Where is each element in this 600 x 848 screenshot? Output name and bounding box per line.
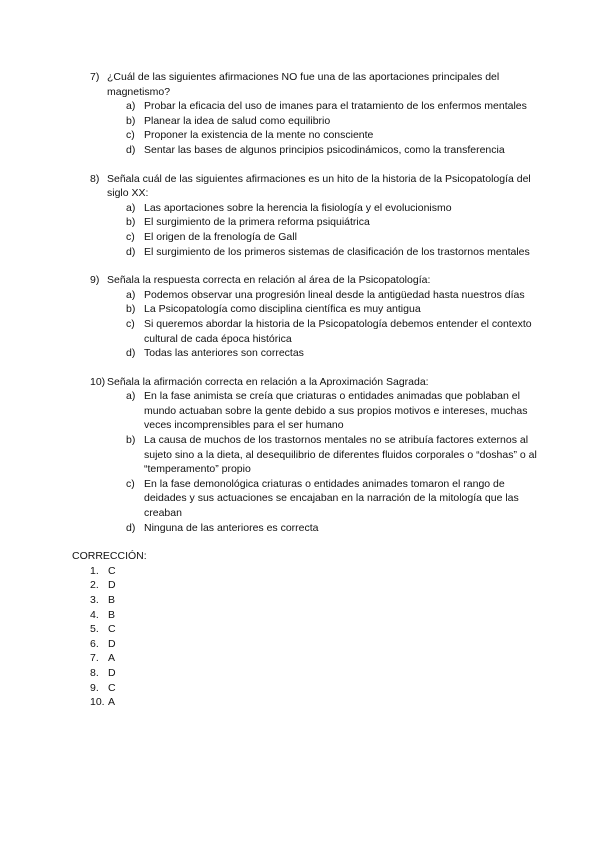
option-a — [0, 201, 600, 216]
options-list — [0, 389, 600, 535]
answer-item — [0, 695, 600, 710]
question-number: 8) — [90, 172, 100, 185]
answer-list — [0, 564, 600, 710]
answer-item — [0, 593, 600, 608]
question-7 — [0, 70, 600, 158]
option-text: Sentar las bases de algunos principios psicodinámicos, como la transferencia — [144, 143, 505, 156]
option-text: Podemos observar una progresión lineal desde la antigüedad hasta nuestros días — [144, 288, 525, 301]
answer-item — [0, 637, 600, 652]
answer-number: 7. — [90, 652, 99, 665]
question-number: 9) — [90, 274, 100, 287]
option-a — [0, 99, 600, 114]
option-c — [0, 477, 600, 521]
answer-value: D — [108, 579, 116, 592]
options-list — [0, 288, 600, 361]
option-letter: a) — [126, 201, 136, 214]
question-text: Señala la afirmación correcta en relación a la Aproximación Sagrada: — [107, 375, 429, 388]
options-list — [0, 99, 600, 157]
answer-item — [0, 608, 600, 623]
answer-number: 9. — [90, 681, 99, 694]
option-letter: b) — [126, 434, 136, 447]
answer-number: 4. — [90, 608, 99, 621]
correction-title: CORRECCIÓN: — [72, 550, 147, 563]
option-text: Todas las anteriores son correctas — [144, 347, 304, 360]
option-letter: a) — [126, 100, 136, 113]
option-text: El surgimiento de los primeros sistemas de clasificación de los trastornos mentales — [144, 245, 530, 258]
option-text: En la fase demonológica criaturas o entidades animades tomaron el rango de deidades y sus actuaciones se encajaban en la narración de la mitología que las creaban — [144, 477, 519, 520]
option-b — [0, 114, 600, 129]
answer-number: 2. — [90, 579, 99, 592]
option-letter: c) — [126, 129, 135, 142]
option-c — [0, 230, 600, 245]
option-text: Probar la eficacia del uso de imanes para el tratamiento de los enfermos mentales — [144, 100, 527, 113]
answer-number: 1. — [90, 564, 99, 577]
option-text: El origen de la frenología de Gall — [144, 230, 297, 243]
option-text: Si queremos abordar la historia de la Psicopatología debemos entender el contexto cultural de cada época histórica — [144, 317, 532, 345]
answer-item — [0, 681, 600, 696]
answer-value: C — [108, 681, 116, 694]
question-stem — [0, 70, 600, 99]
question-8 — [0, 172, 600, 260]
option-d — [0, 245, 600, 260]
answer-value: D — [108, 666, 116, 679]
answer-item — [0, 564, 600, 579]
option-letter: d) — [126, 347, 136, 360]
option-c — [0, 128, 600, 143]
option-d — [0, 346, 600, 361]
option-b — [0, 215, 600, 230]
option-d — [0, 143, 600, 158]
option-d — [0, 521, 600, 536]
answer-value: D — [108, 637, 116, 650]
option-letter: a) — [126, 390, 136, 403]
question-9 — [0, 273, 600, 361]
question-text: Señala la respuesta correcta en relación al área de la Psicopatología: — [107, 274, 431, 287]
option-letter: c) — [126, 317, 135, 330]
question-stem — [0, 273, 600, 288]
option-letter: d) — [126, 521, 136, 534]
option-letter: b) — [126, 303, 136, 316]
option-letter: d) — [126, 143, 136, 156]
answer-value: A — [108, 696, 116, 709]
question-stem — [0, 172, 600, 201]
correction-section — [0, 549, 600, 710]
question-text: ¿Cuál de las siguientes afirmaciones NO fue una de las aportaciones principales del magnetismo? — [107, 71, 500, 98]
answer-number: 8. — [90, 666, 99, 679]
answer-value: C — [108, 623, 116, 636]
question-10 — [0, 375, 600, 536]
question-number: 10) — [90, 375, 106, 388]
document-page — [0, 70, 600, 710]
option-text: En la fase animista se creía que criaturas o entidades animadas que poblaban el mundo actuaban sobre la gente debido a sus propios motivos e intereses, muchas veces incomprensibles para el ser humano — [144, 390, 528, 432]
question-text: Señala cuál de las siguientes afirmaciones es un hito de la historia de la Psicopatología del siglo XX: — [107, 172, 531, 200]
option-text: Las aportaciones sobre la herencia la fisiología y el evolucionismo — [144, 201, 452, 214]
answer-item — [0, 666, 600, 681]
option-b — [0, 302, 600, 317]
option-text: La Psicopatología como disciplina científica es muy antigua — [144, 303, 421, 316]
answer-number: 5. — [90, 623, 99, 636]
option-letter: c) — [126, 230, 135, 243]
option-b — [0, 433, 600, 477]
options-list — [0, 201, 600, 259]
option-letter: a) — [126, 288, 136, 301]
answer-number: 3. — [90, 594, 99, 606]
option-text: Proponer la existencia de la mente no consciente — [144, 129, 374, 142]
option-a — [0, 288, 600, 303]
answer-value: C — [108, 564, 116, 577]
answer-number: 6. — [90, 637, 99, 650]
answer-value: B — [108, 608, 116, 621]
answer-item — [0, 651, 600, 666]
question-stem — [0, 375, 600, 390]
answer-value: A — [108, 652, 116, 665]
option-letter: b) — [126, 216, 136, 229]
option-letter: c) — [126, 477, 135, 490]
answer-value: B — [108, 594, 116, 606]
option-c — [0, 317, 600, 346]
answer-item — [0, 622, 600, 637]
option-text: Ninguna de las anteriores es correcta — [144, 521, 319, 534]
option-a — [0, 389, 600, 433]
option-letter: d) — [126, 245, 136, 258]
answer-number: 10. — [90, 696, 105, 709]
answer-item — [0, 578, 600, 593]
option-letter: b) — [126, 114, 136, 127]
option-text: Planear la idea de salud como equilibrio — [144, 114, 331, 127]
question-number: 7) — [90, 71, 100, 83]
option-text: La causa de muchos de los trastornos mentales no se atribuía factores externos al sujeto sino a la dieta, al desequilibrio de diferentes fluidos corporales o “doshas” o al “temperamento” propio — [144, 434, 537, 476]
option-text: El surgimiento de la primera reforma psiquiátrica — [144, 216, 370, 229]
